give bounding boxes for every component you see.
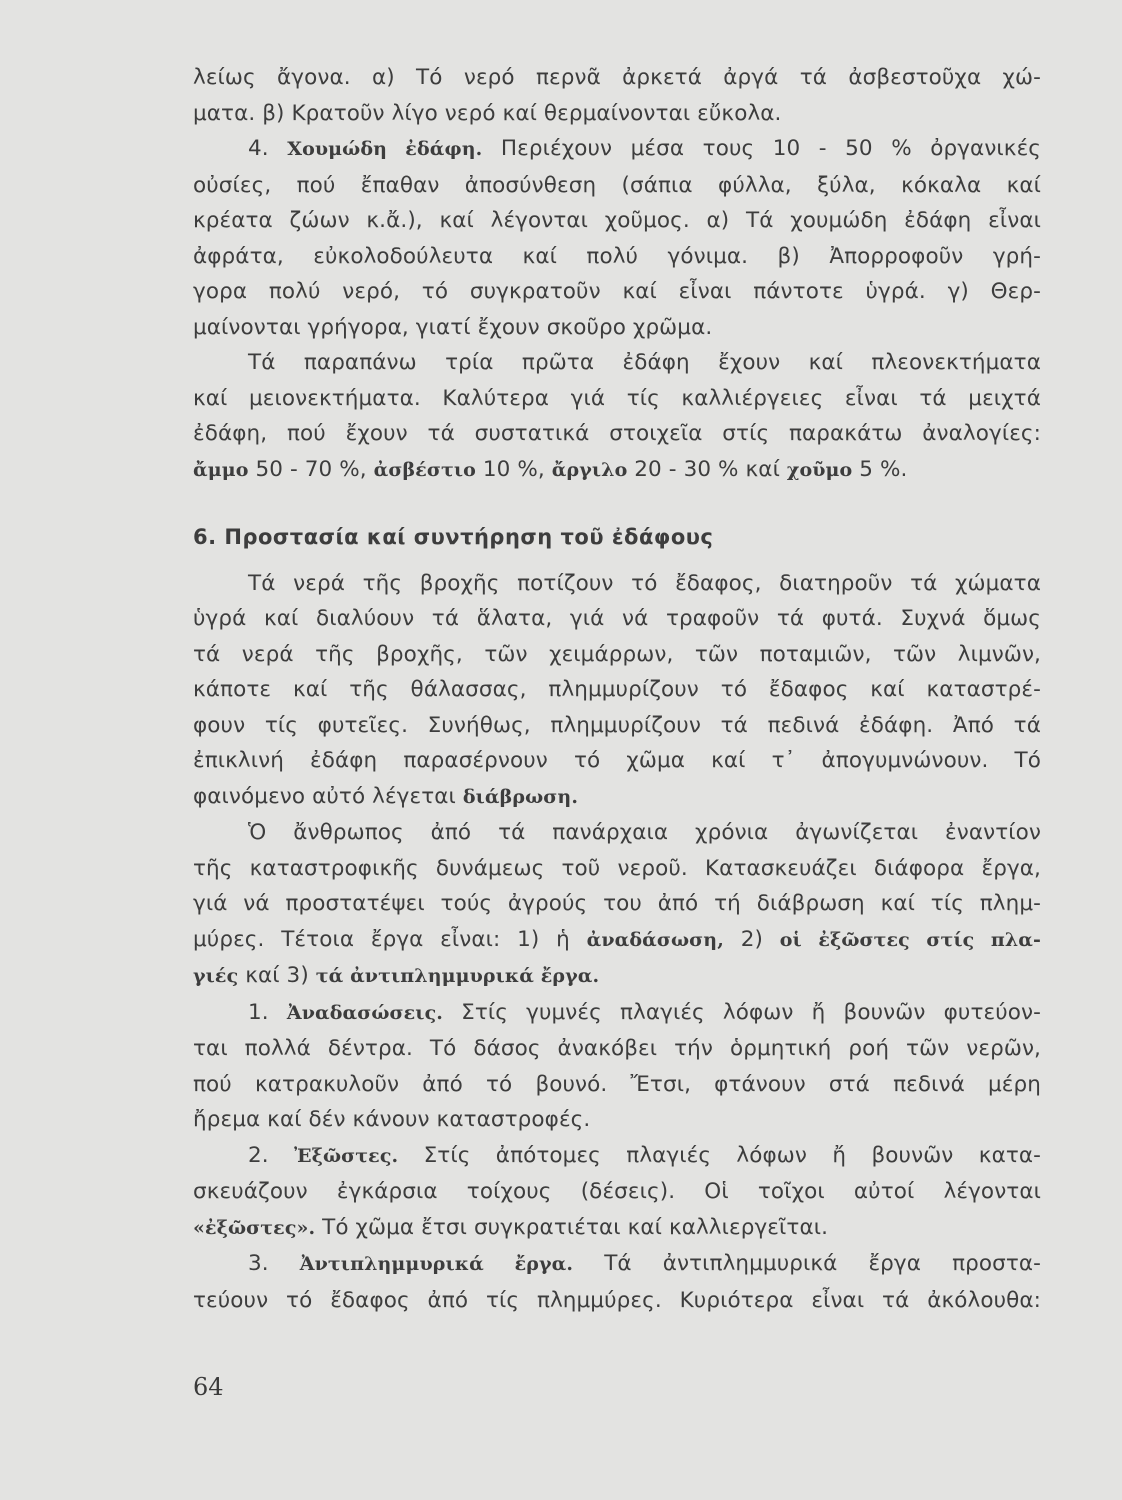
text-run: 5 %. — [859, 456, 908, 482]
text-line — [193, 958, 1041, 995]
text-line: μαίνονται γρήγορα, γιατί ἔχουν σκοῦρο χρῶμα. — [193, 314, 713, 340]
bold-term: διάβρωση. — [462, 785, 579, 808]
text-line: ἐπικλινή ἐδάφη παρασέρνουν τό χῶμα καί τ᾿ ἀπογυμνώνουν. Τό — [193, 748, 1041, 773]
bold-term: γιές — [193, 965, 239, 987]
text-line: φουν τίς φυτεῖες. Συνήθως, πλημμυρίζουν τά πεδινά ἐδάφη. Ἀπό τά — [193, 712, 1041, 738]
text-run: Στίς ἀπότομες πλαγιές λόφων ἤ βουνῶν κατα- — [423, 1142, 1042, 1168]
text-line — [193, 1246, 1041, 1283]
text-run: καί 3) — [245, 963, 309, 988]
text-line — [193, 1138, 1041, 1175]
text-line — [193, 995, 1041, 1032]
bold-term: χοῦμο — [786, 458, 853, 481]
item-number: 2. — [248, 1142, 269, 1168]
text-line: τῆς καταστροφικῆς δυνάμεως τοῦ νεροῦ. Κατασκευάζει διάφορα ἔργα, — [193, 855, 1041, 881]
text-run: 20 - 30 % καί — [634, 456, 780, 482]
bold-term: Ἀντιπλημμυρικά ἔργα. — [299, 1253, 574, 1275]
text-line: πού κατρακυλοῦν ἀπό τό βουνό. Ἔτσι, φτάνουν στά πεδινά μέρη — [193, 1071, 1041, 1097]
page-number: 64 — [193, 1373, 224, 1401]
text-line: οὐσίες, πού ἔπαθαν ἀποσύνθεση (σάπια φύλλα, ξύλα, κόκαλα καί — [193, 172, 1041, 198]
text-line: ἤρεμα καί δέν κάνουν καταστροφές. — [193, 1107, 591, 1132]
body-text — [193, 60, 1041, 1318]
text-line: Ὁ ἄνθρωπος ἀπό τά πανάρχαια χρόνια ἀγωνίζεται ἐναντίον — [248, 820, 1041, 845]
bold-term: Ἐξῶστες. — [294, 1144, 399, 1167]
text-run: φαινόμενο αὐτό λέγεται — [193, 783, 456, 809]
text-line — [193, 1210, 1041, 1247]
bold-term: Χουμώδη ἐδάφη. — [287, 138, 483, 160]
text-line: ἐδάφη, πού ἔχουν τά συστατικά στοιχεῖα στίς παρακάτω ἀναλογίες: — [193, 421, 1041, 446]
text-line: ὑγρά καί διαλύουν τά ἅλατα, γιά νά τραφοῦν τά φυτά. Συχνά ὅμως — [193, 606, 1041, 631]
text-run: Τά ἀντιπλημμυρικά ἔργα προστα- — [604, 1251, 1042, 1276]
bold-term: ἀσβέστιο — [373, 458, 476, 481]
bold-term: τά ἀντιπλημμυρικά ἔργα. — [315, 965, 600, 987]
text-run: Στίς γυμνές πλαγιές λόφων ἤ βουνῶν φυτεύον- — [461, 999, 1042, 1025]
text-run: Περιέχουν μέσα τους 10 - 50 % ὀργανικές — [500, 136, 1042, 161]
text-run: 2) — [740, 926, 763, 952]
text-line — [193, 131, 1041, 168]
text-line — [193, 452, 1041, 489]
bold-term: Ἀναδασώσεις. — [286, 1001, 443, 1024]
text-line: Τά νερά τῆς βροχῆς ποτίζουν τό ἔδαφος, διατηροῦν τά χώματα — [248, 570, 1041, 596]
item-number: 4. — [248, 136, 269, 161]
text-line: ἀφράτα, εὐκολοδούλευτα καί πολύ γόνιμα. β) Ἀπορροφοῦν γρή- — [193, 243, 1041, 269]
text-line: ματα. β) Κρατοῦν λίγο νερό καί θερμαίνονται εὔκολα. — [193, 100, 782, 126]
bold-term: ἄργιλο — [551, 458, 628, 481]
text-line: καί μειονεκτήματα. Καλύτερα γιά τίς καλλιέργειες εἶναι τά μειχτά — [193, 385, 1041, 411]
text-line: τά νερά τῆς βροχῆς, τῶν χειμάρρων, τῶν ποταμιῶν, τῶν λιμνῶν, — [193, 641, 1041, 667]
text-line: σκευάζουν ἐγκάρσια τοίχους (δέσεις). Οἱ τοῖχοι αὐτοί λέγονται — [193, 1179, 1041, 1204]
item-number: 1. — [248, 999, 269, 1025]
text-line: τεύουν τό ἔδαφος ἀπό τίς πλημμύρες. Κυριότερα εἶναι τά ἀκόλουθα: — [193, 1287, 1041, 1313]
bold-term: ἄμμο — [193, 458, 249, 481]
text-line: γορα πολύ νερό, τό συγκρατοῦν καί εἶναι πάντοτε ὑγρά. γ) Θερ- — [193, 279, 1041, 304]
text-line: ται πολλά δέντρα. Τό δάσος ἀνακόβει τήν ὁρμητική ροή τῶν νερῶν, — [193, 1036, 1041, 1061]
text-run: 10 %, — [482, 456, 545, 482]
text-line: λείως ἄγονα. α) Τό νερό περνᾶ ἀρκετά ἀργά τά ἀσβεστοῦχα χώ- — [193, 65, 1041, 90]
bold-term: ἀναδάσωση, — [586, 928, 724, 951]
item-number: 3. — [248, 1251, 269, 1276]
text-run: μύρες. Τέτοια ἔργα εἶναι: 1) ἡ — [193, 926, 570, 952]
text-line: Τά παραπάνω τρία πρῶτα ἐδάφη ἔχουν καί πλεονεκτήματα — [248, 350, 1041, 375]
text-line: κάποτε καί τῆς θάλασσας, πλημμυρίζουν τό ἔδαφος καί καταστρέ- — [193, 677, 1041, 702]
text-run: Τό χῶμα ἔτσι συγκρατιέται καί καλλιεργεῖται. — [322, 1214, 829, 1240]
text-run: 50 - 70 %, — [255, 456, 367, 482]
bold-term: οἱ ἐξῶστες στίς πλα- — [779, 928, 1042, 951]
text-line: γιά νά προστατέψει τούς ἀγρούς του ἀπό τή διάβρωση καί τίς πλημ- — [193, 891, 1041, 916]
text-line — [193, 922, 1041, 959]
section-heading: 6. Προστασία καί συντήρηση τοῦ ἐδάφους — [193, 525, 714, 549]
bold-term: «ἐξῶστες». — [193, 1216, 316, 1239]
text-line: κρέατα ζώων κ.ἄ.), καί λέγονται χοῦμος. α) Τά χουμώδη ἐδάφη εἶναι — [193, 208, 1041, 233]
text-line — [193, 779, 1041, 816]
